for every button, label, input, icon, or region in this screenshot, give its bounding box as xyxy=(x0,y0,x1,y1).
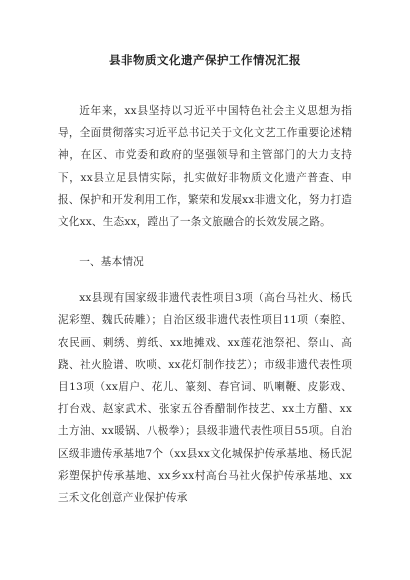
document-title: 县非物质文化遗产保护工作情况汇报 xyxy=(109,53,301,67)
section-paragraph: xx县现有国家级非遗代表性项目3项（高台马社火、杨氏泥彩塑、魏氏砖雕）；自治区级非遗代表性项目11项（秦腔、农民画、刺绣、剪纸、xx地摊戏、xx莲花池祭祀、祭山、高跷、社火脸谱、吹唢、xx花灯制作技艺）；市级非遗代表性项目13项（xx眉户、花儿、篆刻、春官词、叭喇鞭、皮影戏、打台戏、赵家武术、张家五谷香醋制作技艺、xx土方醋、xx土方油、xx暖锅、八极拳）；县级非遗代表性项目55项。自治区级非遗传承基地7个（xx县xx文化城保护传承基地、杨氏泥彩塑保护传承基地、xx乡xx村高台马社火保护传承基地、xx三禾文化创意产业保护传承 xyxy=(58,292,352,505)
intro-paragraph: 近年来，xx县坚持以习近平中国特色社会主义思想为指导，全面贯彻落实习近平总书记关于文化文艺工作重要论述精神，在区、市党委和政府的坚强领导和主管部门的大力支持下，xx县立足县情实际，扎实做好非物质文化遗产普查、申报、保护和开发利用工作，繁荣和发展xx非遗文化，努力打造文化xx、生态xx，蹚出了一条文旅融合的长效发展之路。 xyxy=(58,105,352,229)
section-heading: 一、基本情况 xyxy=(79,256,144,269)
